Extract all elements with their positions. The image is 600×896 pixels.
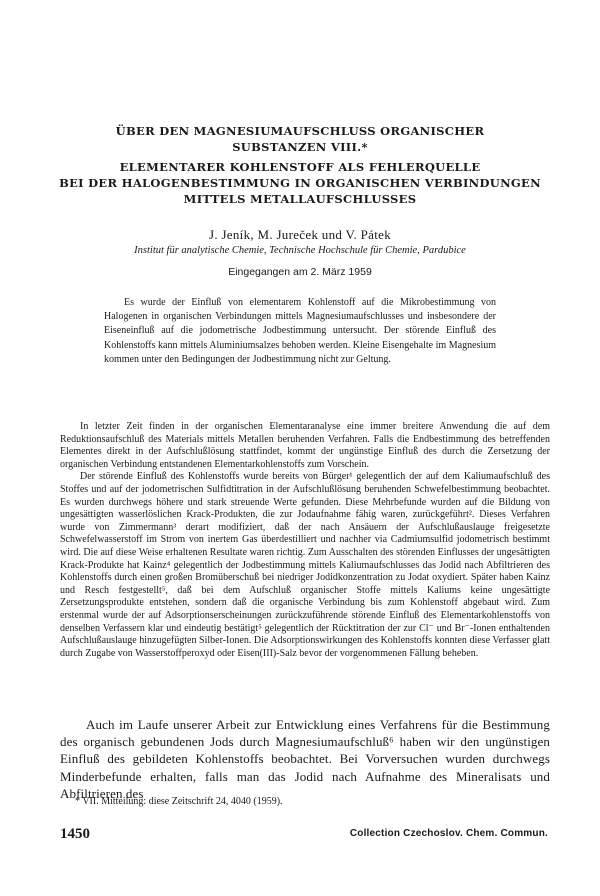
page-number: 1450 <box>60 826 90 842</box>
title-line-4: BEI DER HALOGENBESTIMMUNG IN ORGANISCHEN VERBINDUNGEN <box>59 176 541 190</box>
journal-name: Collection Czechoslov. Chem. Commun. <box>349 828 548 839</box>
abstract <box>104 296 496 367</box>
paragraph-1: In letzter Zeit finden in der organischen Elementaranalyse eine immer breitere Anwendung die auf dem Reduktionsaufschluß des Materials mittels Metallen beruhenden Verfahren. Falls die Endbestimmung des betreffenden Elementes direkt in der Aufschlußlösung stattfindet, kommt der ungünstige Einfluß des durch die Zersetzung der organischen Verbindung entstandenen Elementarkohlenstoffs zum Vorschein. <box>60 421 550 470</box>
title-line-1: ÜBER DEN MAGNESIUMAUFSCHLUSS ORGANISCHER <box>115 124 485 138</box>
title-line-2: SUBSTANZEN VIII.* <box>232 140 368 154</box>
received-date: Eingegangen am 2. März 1959 <box>228 266 372 278</box>
body-text-large <box>60 716 550 802</box>
institute: Institut für analytische Chemie, Technische Hochschule für Chemie, Pardubice <box>134 245 466 256</box>
paragraph-3: Auch im Laufe unserer Arbeit zur Entwicklung eines Verfahrens für die Bestimmung des organisch gebundenen Jods durch Magnesiumaufschluß⁶ haben wir den ungünstigen Einfluß des gebildeten Kohlenstoffs beobachtet. Bei Vorversuchen wurden durchwegs Minderbefunde erhalten, falls man das Jodid nach Aufnahme des Mineralisats und Abfiltrieren des <box>60 717 550 801</box>
footnote: * VII. Mitteilung: diese Zeitschrift 24, 4040 (1959). <box>75 796 283 807</box>
abstract-text: Es wurde der Einfluß von elementarem Kohlenstoff auf die Mikrobestimmung von Halogenen in organischen Verbindungen mittels Magnesiumaufschlusses und insbesondere der Eiseneinfluß auf die jodometrische Jodbestimmung untersucht. Der störende Einfluß des Kohlenstoffs kann mittels Aluminiumsalzes behoben werden. Kleine Eisengehalte im Magnesium kommen unter den Bedingungen der Jodbestimmung nicht zur Geltung. <box>104 297 496 365</box>
paragraph-2: Der störende Einfluß des Kohlenstoffs wurde bereits von Bürger¹ gelegentlich der auf dem Kaliumaufschluß des Stoffes und auf der jodometrischen Sulfidtitration in der Aufschlußlösung beruhenden Schwefelbestimmung beobachtet. Es wurden durchwegs höhere und stark streuende Werte gefunden. Diese Mehrbefunde wurden auf die Bildung von ungesättigten wasserlöslichen Krack-Produkten, die zur Jodaufnahme fähig waren, zurückgeführt². Dieses Verfahren wurde von Zimmermann³ derart modifiziert, daß der nach Ansäuern der Aufschlußauslauge freigesetzte Schwefelwasserstoff im Strom von inertem Gas überdestilliert und nachher via Cadmiumsulfid jodometrisch bestimmt wird. Die auf diese Weise erhaltenen Resultate waren richtig. Zum Ausschalten des störenden Einflusses der ungesättigten Krack-Produkte hat Kainz⁴ gelegentlich der Jodbestimmung mittels Kaliumaufschlusses das Jodid nach Abfiltrieren des Kohlenstoffs durch einen großen Bromüberschuß bei niedriger Jodidkonzentration zu Jodat oxydiert. Später haben Kainz und Resch festgestellt⁵, daß bei dem Aufschluß organischer Stoffe mittels Kaliums keine ungesättigte Zersetzungsprodukte entstehen, sondern daß die organische Verbindung bis zum Kohlenstoff abgebaut wird. Zum erstenmal wurde der auf Adsorptionserscheinungen zurückzuführende störende Einfluß des Elementarkohlenstoffs von denselben Verfassern klar und eindeutig bestätigt⁵ gelegentlich der Rücktitration der zur Cl⁻ und Br⁻-Ionen enthaltenden Aufschlußauslauge hinzugefügten Silber-Ionen. Die Adsorptionswirkungen des Kohlenstoffs konnten diese Verfasser glatt durch Zugabe von Wasserstoffperoxyd oder Eisen(III)-Salz bevor der vorgenommenen Fällung beheben. <box>60 471 550 659</box>
title-line-3: ELEMENTARER KOHLENSTOFF ALS FEHLERQUELLE <box>119 160 481 174</box>
title-line-5: MITTELS METALLAUFSCHLUSSES <box>183 192 417 206</box>
body-text-small <box>60 421 550 660</box>
authors: J. Jeník, M. Jureček und V. Pátek <box>208 227 392 242</box>
